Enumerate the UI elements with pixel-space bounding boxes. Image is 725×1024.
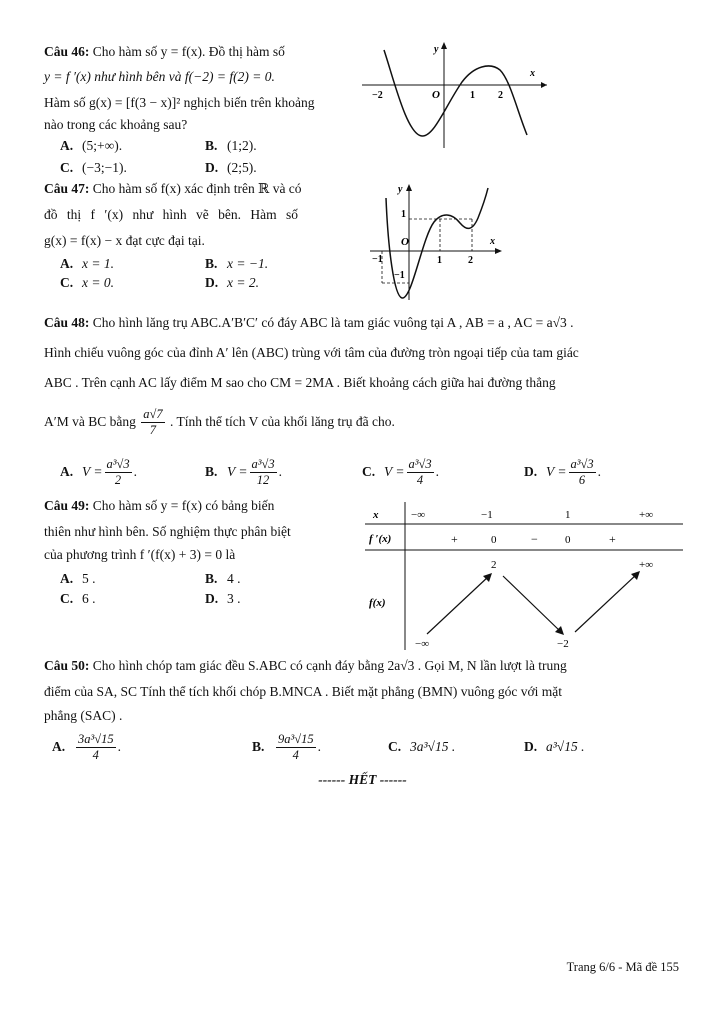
q47-option-c: C. x = 0.	[60, 275, 114, 290]
q47-origin-label: O	[401, 236, 409, 248]
q47-tick-x1: 1	[437, 255, 442, 266]
q46-line3: Hàm số g(x) = [f(3 − x)]² nghịch biến trên khoảng	[44, 95, 315, 110]
q49-variation-table	[365, 502, 685, 652]
q50-line1	[44, 657, 567, 675]
q49-x-neg-inf: −∞	[411, 509, 426, 521]
q46-option-c: C. (−3;−1).	[60, 160, 127, 175]
q49-option-d: D. 3 .	[205, 591, 241, 606]
q48-option-d: D. V = $\frac{\text{a³√3}}{6}$ .	[524, 457, 601, 488]
q46-line2: y = f ′(x) như hình bên và f(−2) = f(2) = 0.	[44, 69, 275, 84]
q50-option-d: D. a³√15 .	[524, 739, 585, 754]
q46-label: Câu 46:	[44, 44, 90, 59]
q49-line1	[44, 497, 274, 515]
q50-option-a: A. $\frac{\text{3a³√15}}{4}$ .	[52, 732, 121, 763]
q46-tick-2: 2	[498, 90, 503, 101]
q50-option-c: C. 3a³√15 .	[388, 739, 456, 754]
q47-tick-ym1: −1	[394, 270, 405, 281]
q47-line3: g(x) = f(x) − x đạt cực đại tại.	[44, 233, 205, 248]
q48-line1	[44, 314, 574, 332]
q48-option-c: C. V = $\frac{\text{a³√3}}{4}$ .	[362, 457, 439, 488]
q47-y-axis-label: y	[398, 184, 403, 195]
q47-label: Câu 47:	[44, 181, 90, 196]
q47-tick-y1: 1	[401, 209, 406, 220]
q47-text1: Cho hàm số f(x) xác định trên ℝ và có	[92, 181, 302, 196]
q49-value-minus2: −2	[557, 638, 569, 650]
q46-option-a: A. (5;+∞).	[60, 138, 123, 153]
q47-x-axis-label: x	[490, 236, 495, 247]
q48-text1: Cho hình lăng trụ ABC.A′B′C′ có đáy ABC là tam giác vuông tại A , AB = a , AC = a√3 .	[92, 315, 574, 330]
q47-line1	[44, 180, 302, 198]
q46-origin-label: O	[432, 89, 440, 101]
q49-text1: Cho hàm số y = f(x) có bảng biến	[92, 498, 275, 513]
q47-option-b: B. x = −1.	[205, 256, 269, 271]
q46-text1: Cho hàm số y = f(x). Đồ thị hàm số	[92, 44, 285, 59]
q48-label: Câu 48:	[44, 315, 90, 330]
q49-x-pos-inf: +∞	[639, 509, 654, 521]
q46-y-axis-label: y	[434, 44, 439, 55]
q48-option-a: A. V = $\frac{\text{a³√3}}{2}$ .	[60, 457, 137, 488]
q49-row-fprime-label: f ′(x)	[369, 533, 392, 545]
q47-option-d: D. x = 2.	[205, 275, 259, 290]
q48-text4b: . Tính thể tích V của khối lăng trụ đã cho.	[169, 414, 395, 429]
q46-graph	[362, 40, 552, 150]
q48-line3: ABC . Trên cạnh AC lấy điểm M sao cho CM = 2MA . Biết khoảng cách giữa hai đường thẳng	[44, 375, 556, 390]
q49-value-pos-inf: +∞	[639, 559, 654, 571]
q46-line4: nào trong các khoảng sau?	[44, 117, 188, 132]
q49-zero-2: 0	[565, 534, 571, 546]
q48-line4	[44, 404, 395, 440]
q46-tick-1: 1	[470, 90, 475, 101]
end-marker: ------ HẾT ------	[318, 772, 407, 787]
q50-label: Câu 50:	[44, 658, 90, 673]
q49-x-1: 1	[565, 509, 571, 521]
q47-line2: đồ thị f ′(x) như hình vẽ bên. Hàm số	[44, 207, 298, 222]
q49-line2: thiên như hình bên. Số nghiệm thực phân biệt	[44, 524, 291, 539]
q49-option-c: C. 6 .	[60, 591, 96, 606]
q49-label: Câu 49:	[44, 498, 90, 513]
q50-line2: điểm của SA, SC Tính thể tích khối chóp B.MNCA . Biết mặt phẳng (BMN) vuông góc với mặt	[44, 684, 562, 699]
q50-option-b: B. $\frac{\text{9a³√15}}{4}$ .	[252, 732, 321, 763]
q50-text1: Cho hình chóp tam giác đều S.ABC có cạnh đáy bằng 2a√3 . Gọi M, N lần lượt là trung	[92, 658, 567, 673]
q46-tick-minus2: −2	[372, 90, 383, 101]
q50-line3: phẳng (SAC) .	[44, 708, 123, 723]
q49-sign-minus: −	[531, 532, 538, 546]
q49-row-x-label: x	[373, 509, 379, 521]
q49-option-a: A. 5 .	[60, 571, 96, 586]
q46-line1	[44, 43, 285, 61]
q48-line2: Hình chiếu vuông góc của đỉnh A′ lên (ABC) trùng với tâm của đường tròn ngoại tiếp của tam giác	[44, 345, 579, 360]
q49-line3: của phương trình f ′(f(x) + 3) = 0 là	[44, 547, 236, 562]
q49-value-2: 2	[491, 559, 497, 571]
q47-tick-xm1: −1	[372, 254, 383, 265]
q49-sign-plus-2: +	[609, 532, 616, 546]
q47-tick-x2: 2	[468, 255, 473, 266]
q49-row-f-label: f(x)	[369, 597, 386, 609]
q48-distance-fraction: $\frac{a√7}{7}$	[143, 407, 163, 438]
q46-option-b: B. (1;2).	[205, 138, 257, 153]
q46-x-axis-label: x	[530, 68, 535, 79]
q46-option-d: D. (2;5).	[205, 160, 257, 175]
q49-zero-1: 0	[491, 534, 497, 546]
q48-option-b: B. V = $\frac{\text{a³√3}}{12}$ .	[205, 457, 282, 488]
q47-option-a: A. x = 1.	[60, 256, 114, 271]
q49-sign-plus-1: +	[451, 532, 458, 546]
q49-x-minus1: −1	[481, 509, 493, 521]
q48-text4a: A′M và BC bằng	[44, 414, 136, 429]
q47-graph	[368, 178, 508, 303]
q49-option-b: B. 4 .	[205, 571, 241, 586]
q49-value-neg-inf: −∞	[415, 638, 430, 650]
page-footer: Trang 6/6 - Mã đề 155	[566, 960, 679, 974]
